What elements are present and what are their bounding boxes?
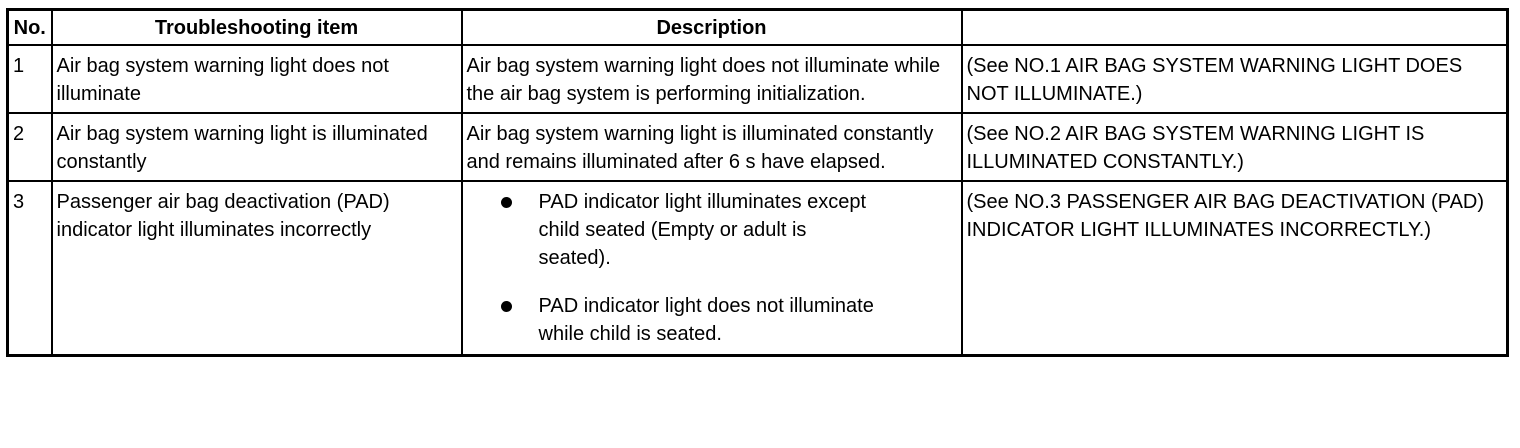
bullet-icon [501,197,512,208]
reference-cell: (See NO.1 AIR BAG SYSTEM WARNING LIGHT DOES NOT ILLUMINATE.) [962,45,1508,113]
table-row [8,113,1508,181]
table-header-row [8,10,1508,46]
header-reference [962,10,1508,46]
troubleshooting-item-cell: Air bag system warning light does not illuminate [52,45,462,113]
bullet-text: PAD indicator light illuminates except child seated (Empty or adult is seated). [538,191,867,269]
table-row [8,45,1508,113]
description-bullet-list [467,188,957,348]
list-item [515,292,879,348]
description-cell: Air bag system warning light does not illuminate while the air bag system is performing initialization. [462,45,962,113]
reference-cell: (See NO.3 PASSENGER AIR BAG DEACTIVATION (PAD) INDICATOR LIGHT ILLUMINATES INCORRECTLY.) [962,181,1508,356]
header-no: No. [8,10,52,46]
bullet-icon [501,301,512,312]
description-cell [462,181,962,356]
header-description: Description [462,10,962,46]
reference-cell: (See NO.2 AIR BAG SYSTEM WARNING LIGHT IS ILLUMINATED CONSTANTLY.) [962,113,1508,181]
troubleshooting-item-cell: Air bag system warning light is illuminated constantly [52,113,462,181]
table-row [8,181,1508,356]
row-number: 3 [8,181,52,356]
troubleshooting-item-cell: Passenger air bag deactivation (PAD) indicator light illuminates incorrectly [52,181,462,356]
bullet-text: PAD indicator light does not illuminate while child is seated. [538,295,874,345]
row-number: 2 [8,113,52,181]
troubleshooting-table [6,8,1509,357]
header-troubleshooting-item: Troubleshooting item [52,10,462,46]
list-item [515,188,879,272]
description-cell: Air bag system warning light is illuminated constantly and remains illuminated after 6 s have elapsed. [462,113,962,181]
row-number: 1 [8,45,52,113]
